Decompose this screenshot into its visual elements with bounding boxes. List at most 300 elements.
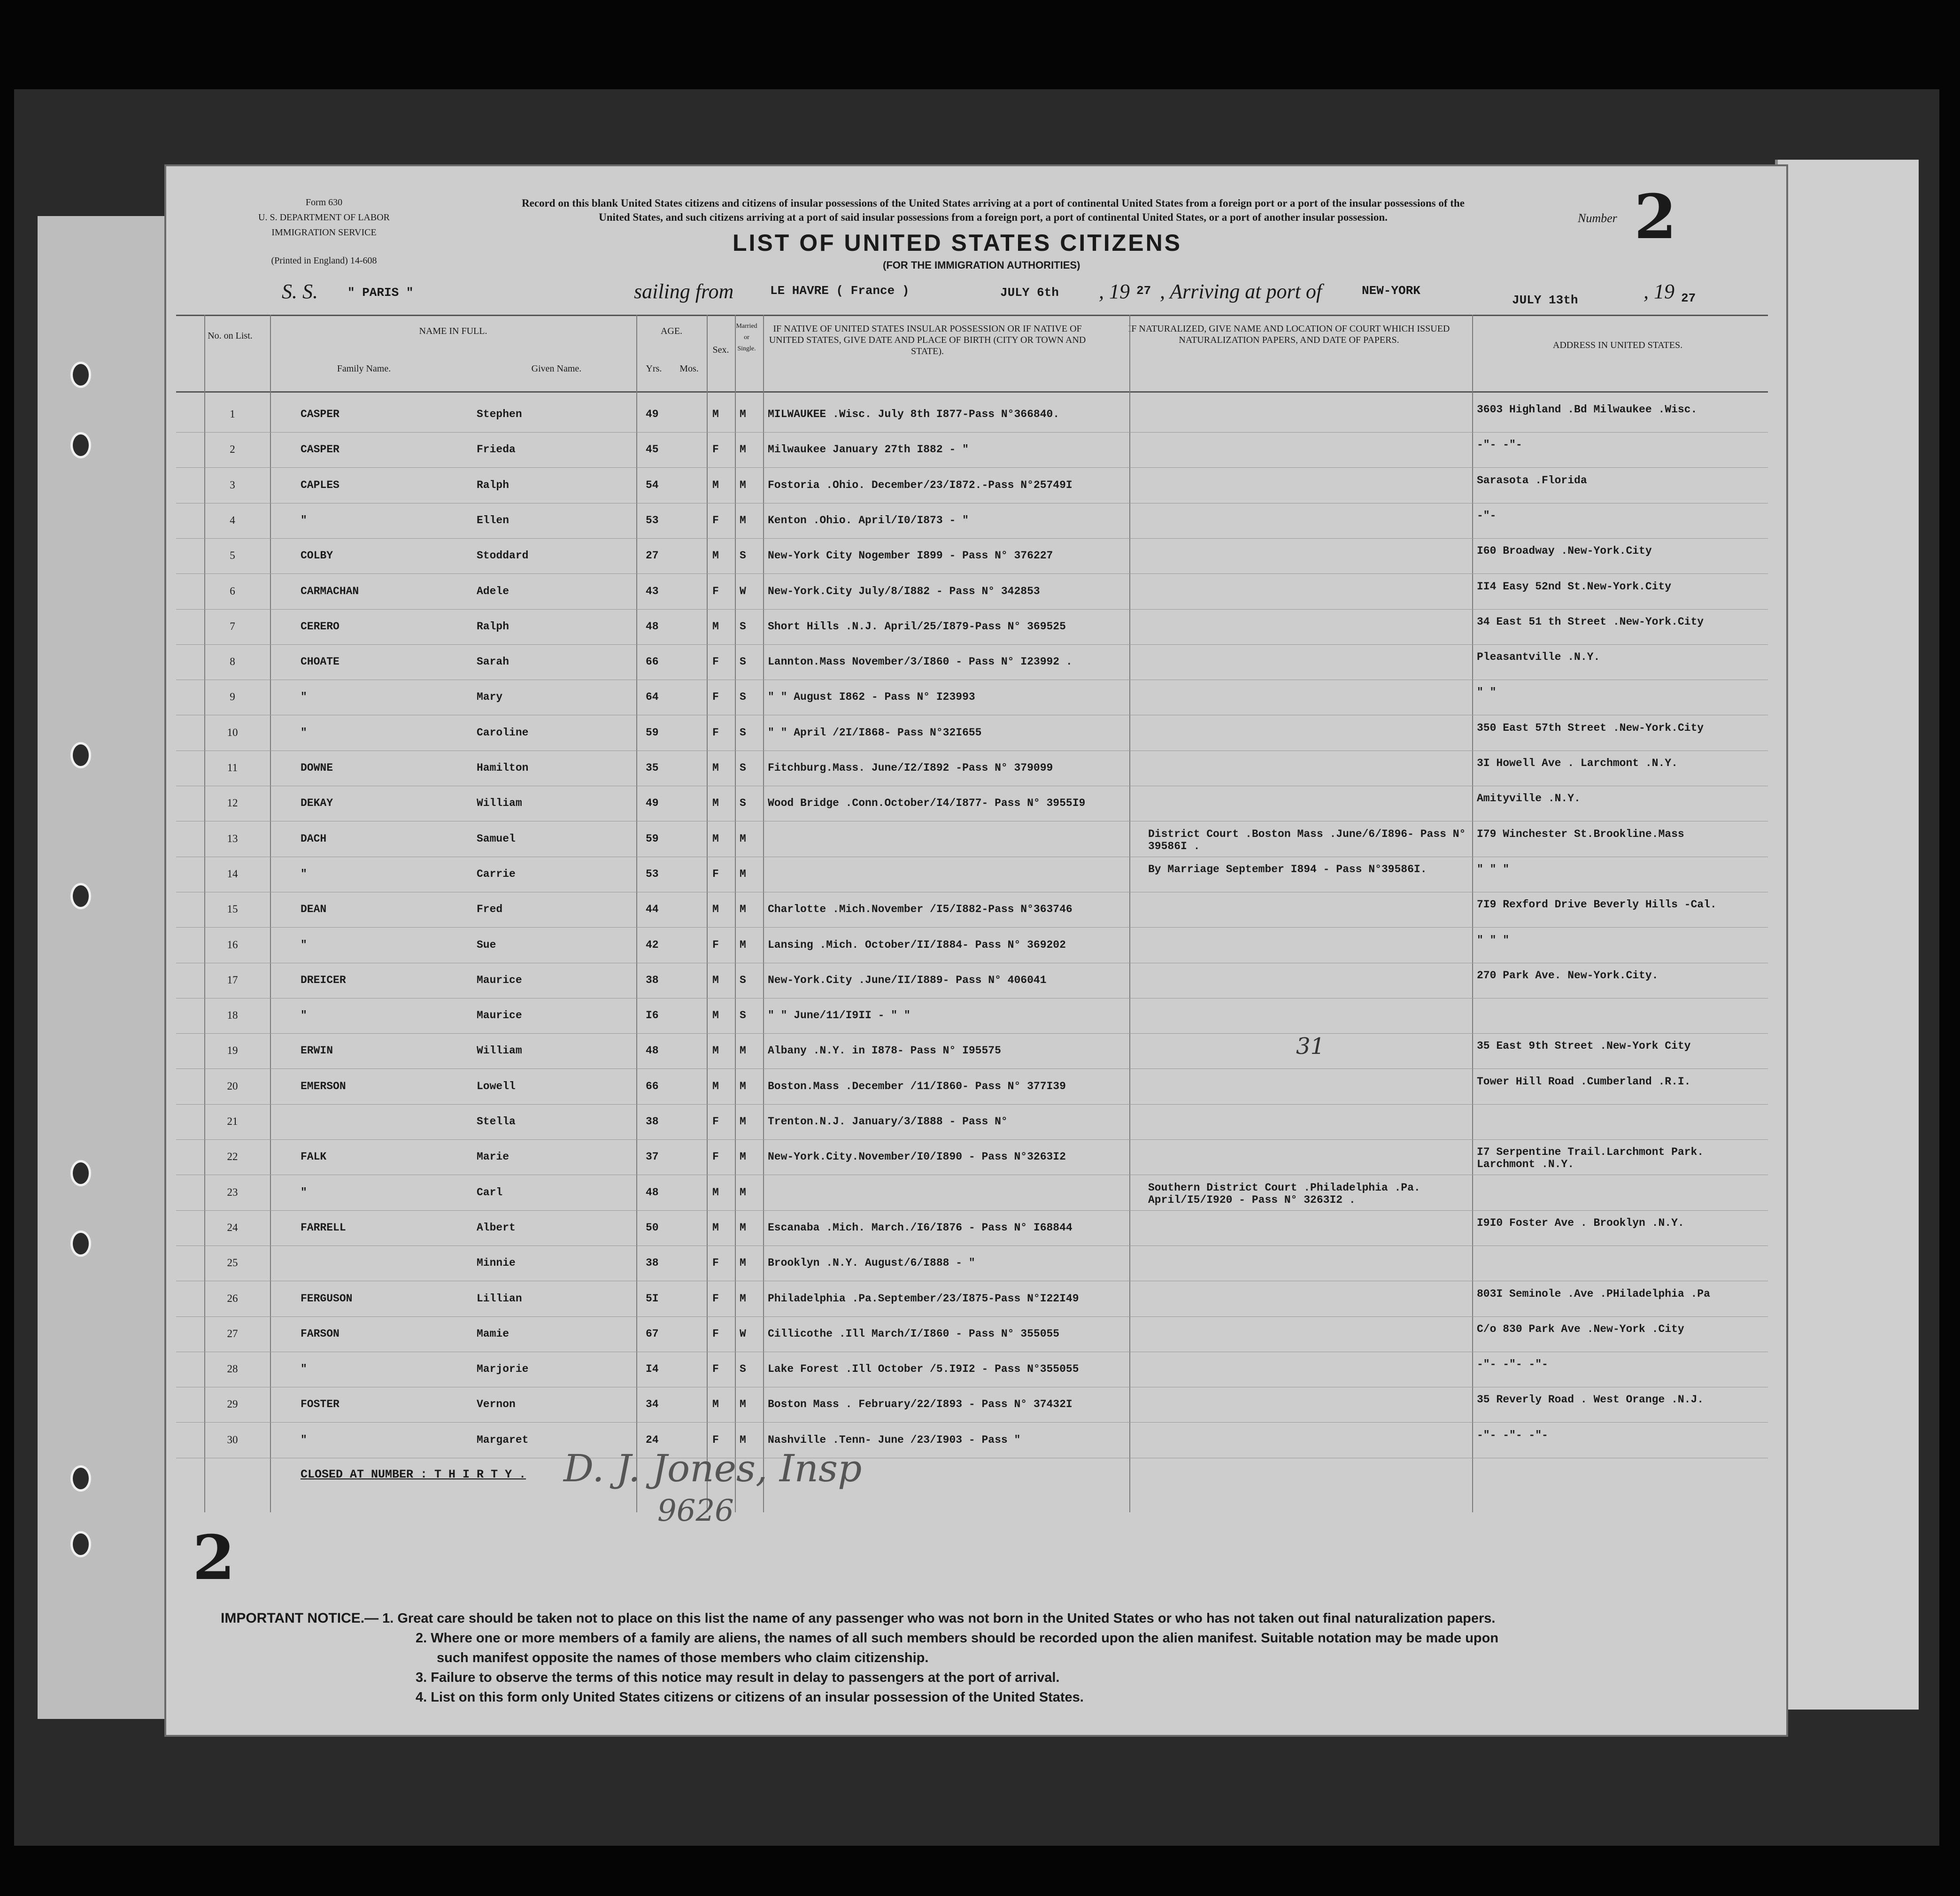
sex: F xyxy=(712,1257,719,1269)
family-name: CASPER xyxy=(301,443,340,456)
given-name: Carl xyxy=(477,1186,503,1199)
us-address: " " xyxy=(1477,686,1497,699)
us-address: II4 Easy 52nd St.New-York.City xyxy=(1477,580,1672,593)
us-address: " " " xyxy=(1477,863,1510,875)
sex: M xyxy=(712,620,719,633)
birth-info: Charlotte .Mich.November /I5/I882-Pass N°363746 xyxy=(768,903,1073,916)
sex: M xyxy=(712,762,719,774)
row-number: 28 xyxy=(227,1363,238,1375)
us-address: 3I Howell Ave . Larchmont .N.Y. xyxy=(1477,757,1678,769)
sex: M xyxy=(712,1080,719,1092)
marital-status: M xyxy=(740,514,746,526)
table-row xyxy=(176,1387,1768,1423)
family-name: CARMACHAN xyxy=(301,585,359,597)
family-name: " xyxy=(301,726,307,739)
row-number: 21 xyxy=(227,1115,238,1127)
marital-status: M xyxy=(740,938,746,951)
binder-hole xyxy=(70,883,91,909)
row-number: 26 xyxy=(227,1292,238,1304)
family-name: CERERO xyxy=(301,620,340,633)
row-number: 14 xyxy=(227,867,238,880)
sex: M xyxy=(712,1398,719,1411)
given-name: Lowell xyxy=(477,1080,516,1092)
family-name: FALK xyxy=(301,1151,327,1163)
header-married-single: Married or Single. xyxy=(736,323,757,352)
sex: F xyxy=(712,726,719,739)
header-sex: Sex. xyxy=(712,345,729,355)
age-years: 59 xyxy=(646,832,659,845)
given-name: Carrie xyxy=(477,867,516,880)
family-name: DACH xyxy=(301,832,327,845)
notice-item-1: 1. Great care should be taken not to place on this list the name of any passenger who was not born in the United States or who has not taken out final naturalization papers. xyxy=(382,1611,1496,1626)
birth-info: " " April /2I/I868- Pass N°32I655 xyxy=(768,726,982,739)
given-name: Lillian xyxy=(477,1292,522,1305)
age-years: 64 xyxy=(646,691,659,704)
table-row xyxy=(176,928,1768,963)
family-name: " xyxy=(301,938,307,951)
family-name: DREICER xyxy=(301,974,346,986)
row-number: 12 xyxy=(227,797,238,809)
family-name: CASPER xyxy=(301,408,340,420)
marital-status: M xyxy=(740,1080,746,1092)
number-label: Number xyxy=(1578,211,1617,225)
birth-info: Lansing .Mich. October/II/I884- Pass N° 369202 xyxy=(768,938,1066,951)
us-address: 35 Reverly Road . West Orange .N.J. xyxy=(1477,1393,1704,1406)
important-notice xyxy=(221,1609,1770,1707)
birth-info: Lake Forest .Ill October /5.I9I2 - Pass N°355055 xyxy=(768,1363,1079,1376)
sex: F xyxy=(712,656,719,668)
family-name: " xyxy=(301,867,307,880)
inspector-signature: D. J. Jones, Insp xyxy=(563,1447,862,1490)
marital-status: M xyxy=(740,408,746,420)
birth-info: Boston.Mass .December /11/I860- Pass N° 377I39 xyxy=(768,1080,1066,1092)
family-name: FERGUSON xyxy=(301,1292,353,1305)
birth-info: Brooklyn .N.Y. August/6/I888 - " xyxy=(768,1257,975,1269)
age-years: 34 xyxy=(646,1398,659,1411)
family-name: " xyxy=(301,1186,307,1199)
given-name: Marjorie xyxy=(477,1363,529,1376)
age-years: 38 xyxy=(646,974,659,986)
marital-status: M xyxy=(740,1398,746,1411)
row-number: 9 xyxy=(230,691,235,703)
row-number: 4 xyxy=(230,514,235,526)
table-row xyxy=(176,1316,1768,1352)
age-years: 48 xyxy=(646,620,659,633)
year-prefix-1: , 19 xyxy=(1099,280,1130,303)
header-age: AGE. xyxy=(660,326,683,336)
row-number: 7 xyxy=(230,620,235,632)
naturalization-info: By Marriage September I894 - Pass N°39586I. xyxy=(1148,863,1427,875)
birth-info: Boston Mass . February/22/I893 - Pass N° 37432I xyxy=(768,1398,1073,1411)
sex: F xyxy=(712,938,719,951)
birth-info: New-York.City.November/I0/I890 - Pass N°3263I2 xyxy=(768,1151,1066,1163)
table-header xyxy=(176,315,1768,393)
given-name: William xyxy=(477,797,522,810)
given-name: Fred xyxy=(477,903,503,916)
row-number: 3 xyxy=(230,479,235,491)
table-row xyxy=(176,574,1768,610)
sex: M xyxy=(712,1186,719,1199)
age-years: 35 xyxy=(646,762,659,774)
given-name: Marie xyxy=(477,1151,509,1163)
table-row xyxy=(176,432,1768,468)
header-no: No. on List. xyxy=(208,331,253,341)
closed-at-number: CLOSED AT NUMBER : T H I R T Y . xyxy=(301,1468,526,1481)
given-name: Margaret xyxy=(477,1433,529,1446)
header-family-name: Family Name. xyxy=(337,364,391,374)
given-name: Mamie xyxy=(477,1327,509,1340)
marital-status: S xyxy=(740,762,746,774)
stray-mark: 31 xyxy=(1296,1033,1325,1060)
marital-status: M xyxy=(740,1221,746,1234)
row-number: 19 xyxy=(227,1045,238,1057)
header-yrs: Yrs. xyxy=(646,364,662,374)
sex: F xyxy=(712,691,719,704)
birth-info: Escanaba .Mich. March./I6/I876 - Pass N° I68844 xyxy=(768,1221,1073,1234)
birth-info: Lannton.Mass November/3/I860 - Pass N° I23992 . xyxy=(768,656,1073,668)
birth-info: Fostoria .Ohio. December/23/I872.-Pass N°25749I xyxy=(768,479,1073,491)
table-row xyxy=(176,715,1768,751)
family-name: " xyxy=(301,691,307,704)
age-years: 48 xyxy=(646,1186,659,1199)
given-name: Sarah xyxy=(477,656,509,668)
printed-in: (Printed in England) 14-608 xyxy=(271,255,377,266)
us-address: " " " xyxy=(1477,934,1510,946)
family-name: DOWNE xyxy=(301,762,333,774)
naturalization-info: Southern District Court .Philadelphia .Pa. April/I5/I920 - Pass N° 3263I2 . xyxy=(1148,1181,1420,1206)
sex: F xyxy=(712,1115,719,1128)
sex: F xyxy=(712,1151,719,1163)
given-name: Ellen xyxy=(477,514,509,526)
us-address: I60 Broadway .New-York.City xyxy=(1477,545,1652,557)
us-address: -"- -"- xyxy=(1477,439,1522,451)
birth-info: New-York.City July/8/I882 - Pass N° 342853 xyxy=(768,585,1040,597)
signature-annotation: 9626 xyxy=(657,1494,734,1528)
row-number: 22 xyxy=(227,1151,238,1163)
us-address: 7I9 Rexford Drive Beverly Hills -Cal. xyxy=(1477,898,1717,911)
binder-hole xyxy=(70,432,91,458)
year-prefix-2: , 19 xyxy=(1644,280,1674,303)
birth-info: " " August I862 - Pass N° I23993 xyxy=(768,691,975,704)
marital-status: S xyxy=(740,1363,746,1376)
family-name: " xyxy=(301,514,307,526)
given-name: Mary xyxy=(477,691,503,704)
marital-status: M xyxy=(740,479,746,491)
binding-margin xyxy=(38,216,164,1719)
sex: M xyxy=(712,1045,719,1057)
table-row xyxy=(176,786,1768,821)
family-name: FARSON xyxy=(301,1327,340,1340)
marital-status: S xyxy=(740,656,746,668)
header-mos: Mos. xyxy=(679,364,699,374)
table-row xyxy=(176,503,1768,539)
family-name: CHOATE xyxy=(301,656,340,668)
age-years: 45 xyxy=(646,443,659,456)
given-name: Hamilton xyxy=(477,762,529,774)
sex: M xyxy=(712,549,719,562)
age-years: 66 xyxy=(646,1080,659,1092)
table-row xyxy=(176,1033,1768,1069)
row-number: 5 xyxy=(230,549,235,562)
us-address: 350 East 57th Street .New-York.City xyxy=(1477,721,1704,734)
form-title: LIST OF UNITED STATES CITIZENS xyxy=(733,230,1182,256)
row-number: 18 xyxy=(227,1009,238,1022)
birth-info: Cillicothe .Ill March/I/I860 - Pass N° 355055 xyxy=(768,1327,1060,1340)
header-given-name: Given Name. xyxy=(531,364,582,374)
family-name: DEKAY xyxy=(301,797,333,810)
row-number: 2 xyxy=(230,443,235,456)
age-years: I4 xyxy=(646,1363,659,1376)
form-identification xyxy=(207,195,441,268)
marital-status: M xyxy=(740,903,746,916)
marital-status: M xyxy=(740,443,746,456)
given-name: Albert xyxy=(477,1221,516,1234)
arriving-label: , Arriving at port of xyxy=(1160,280,1322,303)
marital-status: M xyxy=(740,1433,746,1446)
age-years: 49 xyxy=(646,408,659,420)
given-name: Frieda xyxy=(477,443,516,456)
table-row xyxy=(176,1423,1768,1458)
table-row xyxy=(176,1104,1768,1140)
table-row xyxy=(176,680,1768,715)
sail-date: JULY 6th xyxy=(1000,286,1059,300)
marital-status: S xyxy=(740,549,746,562)
given-name: Sue xyxy=(477,938,496,951)
age-years: I6 xyxy=(646,1009,659,1022)
marital-status: S xyxy=(740,726,746,739)
birth-info: New-York.City .June/II/I889- Pass N° 406041 xyxy=(768,974,1047,986)
header-name-in-full: NAME IN FULL. xyxy=(419,326,487,336)
row-number: 25 xyxy=(227,1257,238,1269)
sex: F xyxy=(712,1363,719,1376)
given-name: Caroline xyxy=(477,726,529,739)
form-number: Form 630 xyxy=(305,197,343,208)
given-name: Stephen xyxy=(477,408,522,420)
sex: F xyxy=(712,585,719,597)
sex: F xyxy=(712,1327,719,1340)
table-row xyxy=(176,1175,1768,1211)
us-address: Amityville .N.Y. xyxy=(1477,792,1581,805)
header-address: ADDRESS IN UNITED STATES. xyxy=(1552,340,1683,350)
sex: M xyxy=(712,1221,719,1234)
us-address: 35 East 9th Street .New-York City xyxy=(1477,1040,1691,1052)
sex: F xyxy=(712,1433,719,1446)
sex: M xyxy=(712,903,719,916)
naturalization-info: District Court .Boston Mass .June/6/I896- Pass N° 39586I . xyxy=(1148,828,1466,852)
us-address: I7 Serpentine Trail.Larchmont Park. Larchmont .N.Y. xyxy=(1477,1146,1704,1171)
row-number: 1 xyxy=(230,408,235,420)
marital-status: S xyxy=(740,1009,746,1022)
family-name: COLBY xyxy=(301,549,333,562)
birth-info: Trenton.N.J. January/3/I888 - Pass N° xyxy=(768,1115,1008,1128)
ship-name: " PARIS " xyxy=(347,286,414,300)
year-1: 27 xyxy=(1136,284,1151,298)
age-years: 38 xyxy=(646,1115,659,1128)
row-number: 13 xyxy=(227,832,238,844)
birth-info: Milwaukee January 27th I882 - " xyxy=(768,443,969,456)
age-years: 67 xyxy=(646,1327,659,1340)
given-name: Maurice xyxy=(477,1009,522,1022)
marital-status: S xyxy=(740,620,746,633)
table-row xyxy=(176,1352,1768,1387)
age-years: 42 xyxy=(646,938,659,951)
notice-item-3: 3. Failure to observe the terms of this notice may result in delay to passengers at the port of arrival. xyxy=(416,1670,1060,1685)
us-address: Pleasantville .N.Y. xyxy=(1477,651,1600,664)
us-address: 34 East 51 th Street .New-York.City xyxy=(1477,615,1704,628)
age-years: 48 xyxy=(646,1045,659,1057)
row-number: 10 xyxy=(227,726,238,738)
family-name: " xyxy=(301,1363,307,1376)
table-row xyxy=(176,609,1768,645)
given-name: Samuel xyxy=(477,832,516,845)
given-name: Minnie xyxy=(477,1257,516,1269)
birth-info: Philadelphia .Pa.September/23/I875-Pass N°I22I49 xyxy=(768,1292,1079,1305)
age-years: 53 xyxy=(646,867,659,880)
table-row xyxy=(176,1069,1768,1105)
family-name: " xyxy=(301,1009,307,1022)
sex: M xyxy=(712,1009,719,1022)
table-row xyxy=(176,751,1768,786)
us-address: I79 Winchester St.Brookline.Mass xyxy=(1477,828,1684,840)
table-row xyxy=(176,1139,1768,1175)
arrival-date: JULY 13th xyxy=(1512,293,1578,307)
birth-info: Kenton .Ohio. April/I0/I873 - " xyxy=(768,514,969,526)
age-years: 5I xyxy=(646,1292,659,1305)
sex: F xyxy=(712,443,719,456)
us-address: C/o 830 Park Ave .New-York .City xyxy=(1477,1323,1684,1335)
marital-status: M xyxy=(740,867,746,880)
row-number: 20 xyxy=(227,1080,238,1092)
row-number: 11 xyxy=(227,762,238,774)
header-native: IF NATIVE OF UNITED STATES INSULAR POSSESSION OR IF NATIVE OF UNITED STATES, GIVE DATE AND PLACE OF BIRTH (CITY OR TOWN AND STATE). xyxy=(769,324,1086,356)
age-years: 66 xyxy=(646,656,659,668)
given-name: Maurice xyxy=(477,974,522,986)
row-number: 24 xyxy=(227,1221,238,1233)
sex: M xyxy=(712,797,719,810)
header-naturalized: IF NATURALIZED, GIVE NAME AND LOCATION OF COURT WHICH ISSUED NATURALIZATION PAPERS, AND DATE OF PAPERS. xyxy=(1128,324,1450,345)
age-years: 27 xyxy=(646,549,659,562)
ss-label: S. S. xyxy=(282,280,318,303)
birth-info: " " June/11/I9II - " " xyxy=(768,1009,911,1022)
birth-info: Short Hills .N.J. April/25/I879-Pass N° 369525 xyxy=(768,620,1066,633)
marital-status: W xyxy=(740,1327,746,1340)
row-number: 23 xyxy=(227,1186,238,1198)
given-name: William xyxy=(477,1045,522,1057)
birth-info: Nashville .Tenn- June /23/I903 - Pass " xyxy=(768,1433,1021,1446)
table-row xyxy=(176,892,1768,928)
family-name: EMERSON xyxy=(301,1080,346,1092)
birth-info: MILWAUKEE .Wisc. July 8th I877-Pass N°366840. xyxy=(768,408,1060,420)
table-row xyxy=(176,963,1768,998)
table-row xyxy=(176,1281,1768,1317)
family-name: DEAN xyxy=(301,903,327,916)
notice-lead: IMPORTANT NOTICE.— xyxy=(221,1610,379,1626)
binder-hole xyxy=(70,362,91,388)
us-address: 3603 Highland .Bd Milwaukee .Wisc. xyxy=(1477,403,1698,416)
form-subtitle: (FOR THE IMMIGRATION AUTHORITIES) xyxy=(883,259,1080,271)
sex: M xyxy=(712,408,719,420)
birth-info: Wood Bridge .Conn.October/I4/I877- Pass N° 3955I9 xyxy=(768,797,1086,810)
sex: M xyxy=(712,832,719,845)
age-years: 38 xyxy=(646,1257,659,1269)
service: IMMIGRATION SERVICE xyxy=(271,227,377,238)
age-years: 37 xyxy=(646,1151,659,1163)
table-row xyxy=(176,857,1768,892)
marital-status: S xyxy=(740,797,746,810)
list-number: 2 xyxy=(1634,181,1677,253)
row-number: 30 xyxy=(227,1433,238,1446)
age-years: 54 xyxy=(646,479,659,491)
family-name: FARRELL xyxy=(301,1221,346,1234)
binder-hole xyxy=(70,1531,91,1557)
table-row xyxy=(176,468,1768,503)
birth-info: Albany .N.Y. in I878- Pass N° I95575 xyxy=(768,1045,1001,1057)
us-address: Sarasota .Florida xyxy=(1477,474,1587,487)
birth-info: New-York City Nogember I899 - Pass N° 376227 xyxy=(768,549,1053,562)
binder-hole xyxy=(70,1465,91,1492)
us-address: I9I0 Foster Ave . Brooklyn .N.Y. xyxy=(1477,1216,1684,1229)
given-name: Ralph xyxy=(477,620,509,633)
family-name: CAPLES xyxy=(301,479,340,491)
marital-status: S xyxy=(740,974,746,986)
page-number: 2 xyxy=(193,1522,235,1594)
notice-item-2: 2. Where one or more members of a family are aliens, the names of all such members should be recorded upon the alien manifest. Suitable notation may be made upon xyxy=(416,1631,1499,1646)
notice-item-4: 4. List on this form only United States citizens or citizens of an insular possession of the United States. xyxy=(416,1690,1084,1705)
marital-status: M xyxy=(740,832,746,845)
sex: M xyxy=(712,479,719,491)
department: U. S. DEPARTMENT OF LABOR xyxy=(258,212,390,223)
table-row xyxy=(176,644,1768,680)
arrival-port: NEW-YORK xyxy=(1362,284,1420,298)
family-name: FOSTER xyxy=(301,1398,340,1411)
row-number: 16 xyxy=(227,938,238,951)
marital-status: W xyxy=(740,585,746,597)
sex: M xyxy=(712,974,719,986)
sex: F xyxy=(712,867,719,880)
age-years: 49 xyxy=(646,797,659,810)
binder-hole xyxy=(70,1230,91,1257)
sex: F xyxy=(712,514,719,526)
notice-item-2-cont: such manifest opposite the names of those members who claim citizenship. xyxy=(437,1650,929,1665)
given-name: Stoddard xyxy=(477,549,529,562)
age-years: 44 xyxy=(646,903,659,916)
age-years: 43 xyxy=(646,585,659,597)
marital-status: M xyxy=(740,1257,746,1269)
binder-hole xyxy=(70,1160,91,1186)
binder-hole xyxy=(70,742,91,768)
table-row xyxy=(176,1246,1768,1281)
age-years: 24 xyxy=(646,1433,659,1446)
table-row xyxy=(176,1210,1768,1246)
age-years: 50 xyxy=(646,1221,659,1234)
given-name: Stella xyxy=(477,1115,516,1128)
row-number: 27 xyxy=(227,1327,238,1339)
given-name: Adele xyxy=(477,585,509,597)
marital-status: M xyxy=(740,1045,746,1057)
us-address: 270 Park Ave. New-York.City. xyxy=(1477,969,1659,982)
given-name: Ralph xyxy=(477,479,509,491)
departure-port: LE HAVRE ( France ) xyxy=(770,284,910,298)
us-address: 803I Seminole .Ave .PHiladelphia .Pa xyxy=(1477,1287,1710,1300)
row-number: 6 xyxy=(230,585,235,597)
row-number: 8 xyxy=(230,656,235,668)
row-number: 15 xyxy=(227,903,238,915)
family-name: ERWIN xyxy=(301,1045,333,1057)
marital-status: S xyxy=(740,691,746,704)
family-name: " xyxy=(301,1433,307,1446)
marital-status: M xyxy=(740,1115,746,1128)
table-row xyxy=(176,538,1768,574)
